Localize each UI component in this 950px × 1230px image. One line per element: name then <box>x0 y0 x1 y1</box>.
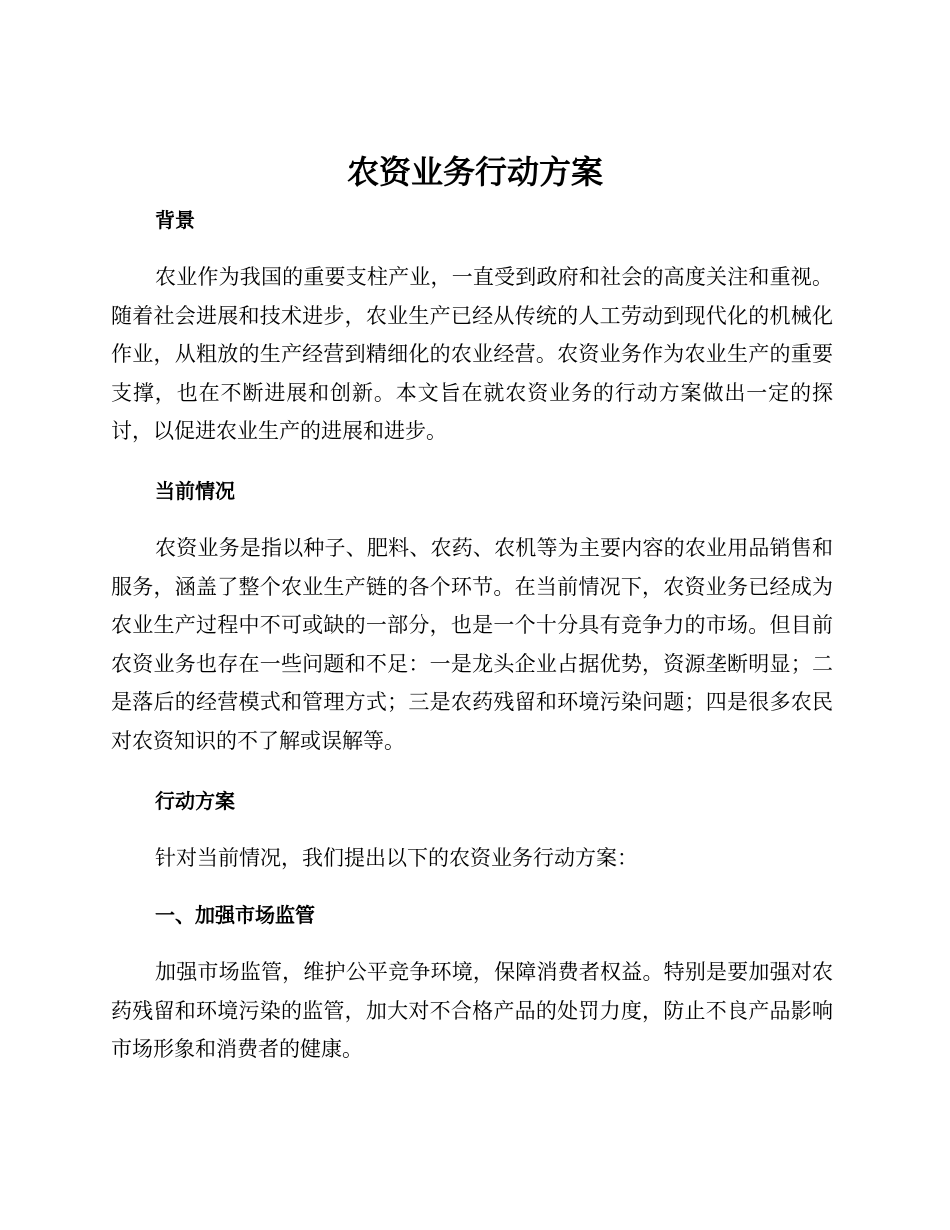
spacer <box>111 877 833 895</box>
spacer <box>111 821 833 839</box>
document-body <box>111 200 833 1069</box>
document-title: 农资业务行动方案 <box>346 153 603 191</box>
section-heading-background: 背景 <box>155 208 195 232</box>
spacer <box>111 451 833 471</box>
section-heading-item1: 一、加强市场监管 <box>155 903 315 928</box>
paragraph-current: 农资业务是指以种子、肥料、农药、农机等为主要内容的农业用品销售和服务，涵盖了整个农业生产链的各个环节。在当前情况下，农资业务已经成为农业生产过程中不可或缺的一部分，也是一个十分具有竞争力的市场。但目前农资业务也存在一些问题和不足：一是龙头企业占据优势，资源垄断明显；二是落后的经营模式和管理方式；三是农药残留和环境污染问题；四是很多农民对农资知识的不了解或误解等。 <box>111 535 833 753</box>
spacer <box>111 511 833 529</box>
spacer <box>111 761 833 781</box>
paragraph-item1: 加强市场监管，维护公平竞争环境，保障消费者权益。特别是要加强对农药残留和环境污染的监管，加大对不合格产品的处罚力度，防止不良产品影响市场形象和消费者的健康。 <box>111 960 833 1062</box>
paragraph-background: 农业作为我国的重要支柱产业，一直受到政府和社会的高度关注和重视。随着社会进展和技术进步，农业生产已经从传统的人工劳动到现代化的机械化作业，从粗放的生产经营到精细化的农业经营。农资业务作为农业生产的重要支撑，也在不断进展和创新。本文旨在就农资业务的行动方案做出一定的探讨，以促进农业生产的进展和进步。 <box>111 265 833 444</box>
section-heading-current: 当前情况 <box>155 478 235 503</box>
spacer <box>111 935 833 953</box>
paragraph-plan: 针对当前情况，我们提出以下的农资业务行动方案： <box>155 845 638 870</box>
section-heading-plan: 行动方案 <box>155 788 235 813</box>
spacer <box>111 240 833 258</box>
